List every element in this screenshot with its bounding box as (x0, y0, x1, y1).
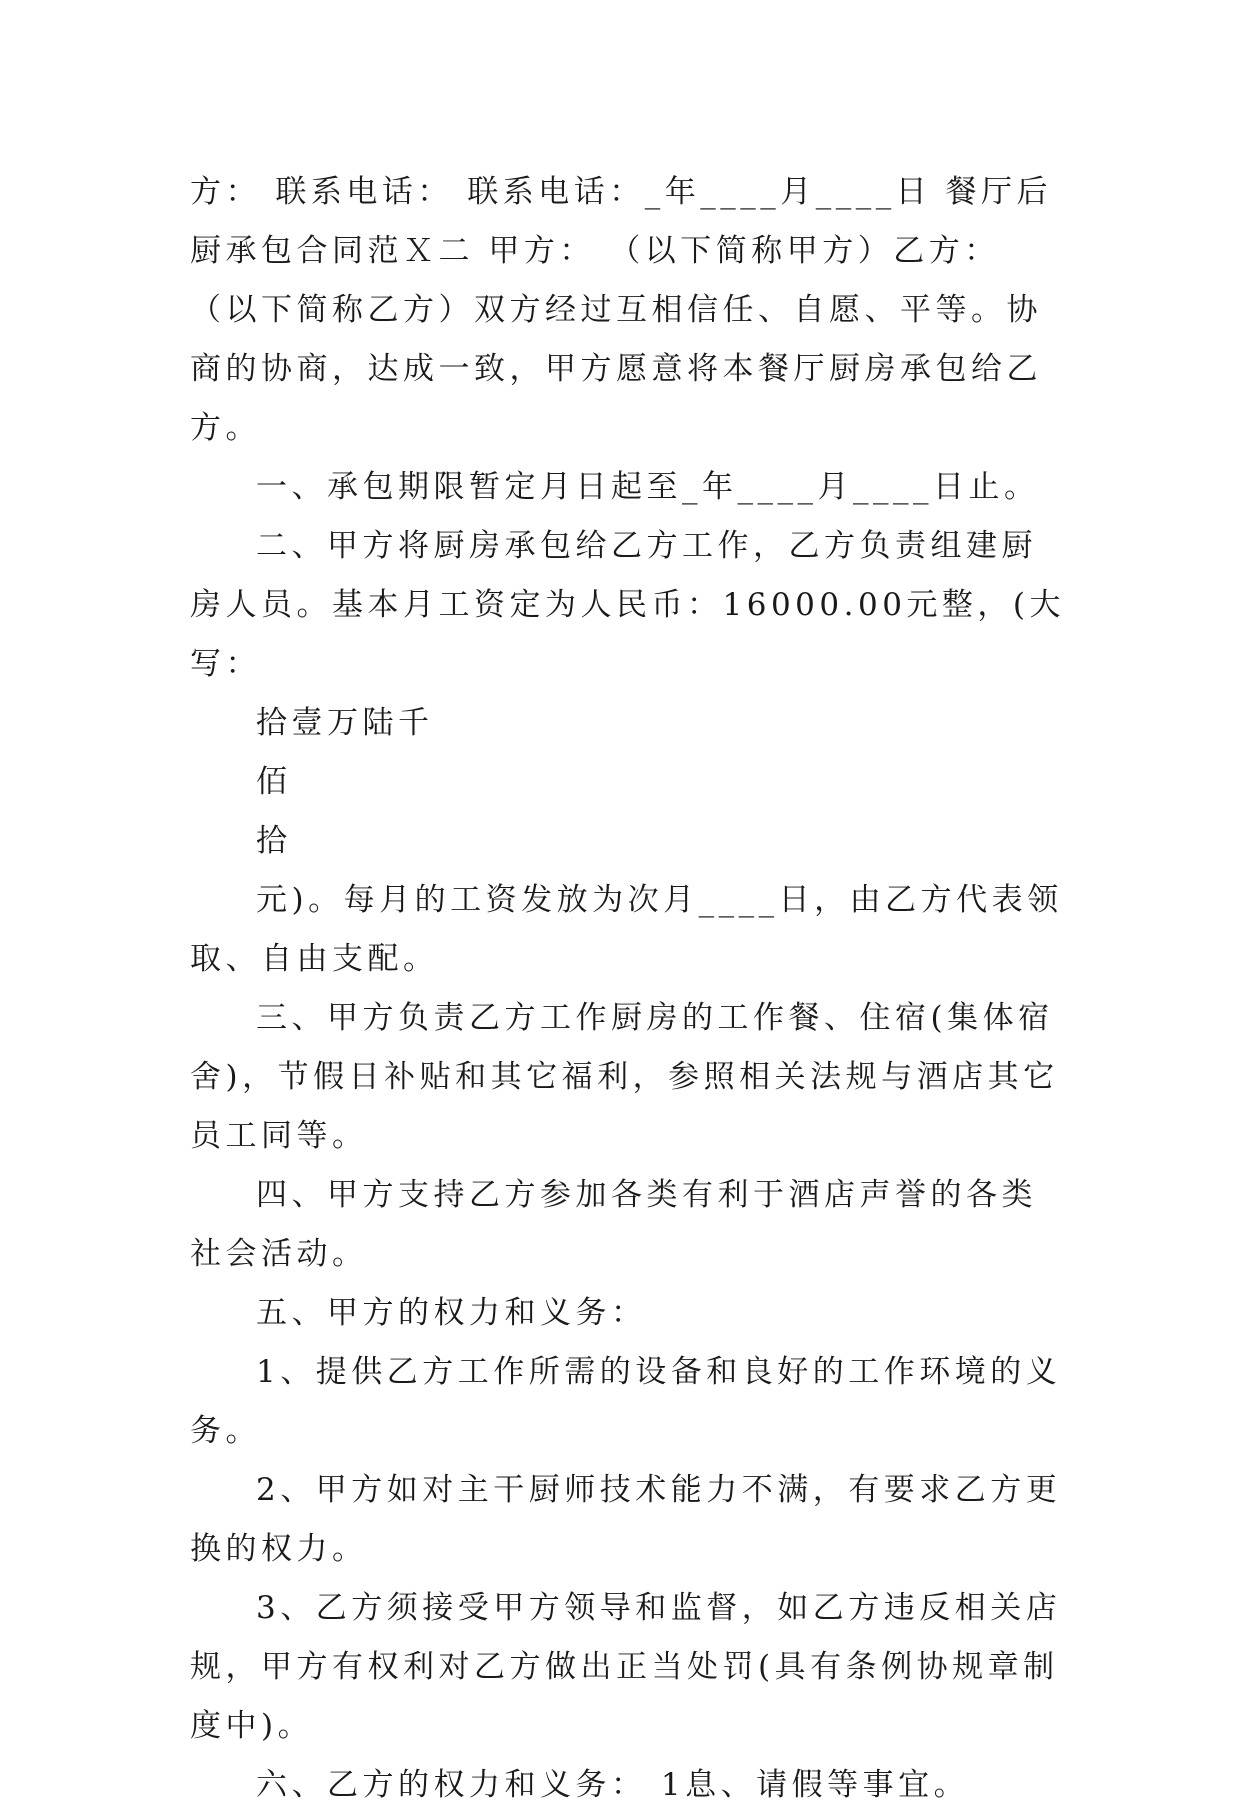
amount-words-line-2: 佰 (256, 764, 292, 800)
paragraph-activities: 四、甲方支持乙方参加各类有利于酒店声誉的各类社会活动。 (190, 1177, 1037, 1272)
amount-words-line-3: 拾 (256, 823, 292, 859)
paragraph-party-b-heading: 六、乙方的权力和义务： 1息、请假等事宜。 (256, 1767, 970, 1803)
paragraph-party-a-heading: 五、甲方的权力和义务： (256, 1295, 647, 1331)
paragraph-header: 方： 联系电话： 联系电话：_年____月____日 餐厅后厨承包合同范Ｘ二 甲方： （以下简称甲方）乙方： （以下简称乙方）双方经过互相信任、自愿、平等。协商的协商，达成一致，甲方愿意将本餐厅厨房承包给乙方。 (190, 174, 1053, 446)
paragraph-payment: 元)。每月的工资发放为次月____日，由乙方代表领取、自由支配。 (190, 882, 1063, 977)
clause-1: 1、提供乙方工作所需的设备和良好的工作环境的义务。 (190, 1354, 1062, 1449)
clause-3: 3、乙方须接受甲方领导和监督，如乙方违反相关店规，甲方有权利对乙方做出正当处罚(具有条例协规章制度中)。 (190, 1590, 1062, 1744)
clause-2: 2、甲方如对主干厨师技术能力不满，有要求乙方更换的权力。 (190, 1472, 1062, 1567)
paragraph-term: 一、承包期限暂定月日起至_年____月____日止。 (256, 469, 1040, 505)
paragraph-salary: 二、甲方将厨房承包给乙方工作，乙方负责组建厨房人员。基本月工资定为人民币：16000.00元整，(大写： (190, 528, 1066, 682)
paragraph-welfare: 三、甲方负责乙方工作厨房的工作餐、住宿(集体宿舍)，节假日补贴和其它福利，参照相关法规与酒店其它员工同等。 (190, 1000, 1059, 1154)
amount-words-line-1: 拾壹万陆千 (256, 705, 434, 741)
document-page (190, 163, 1070, 1815)
